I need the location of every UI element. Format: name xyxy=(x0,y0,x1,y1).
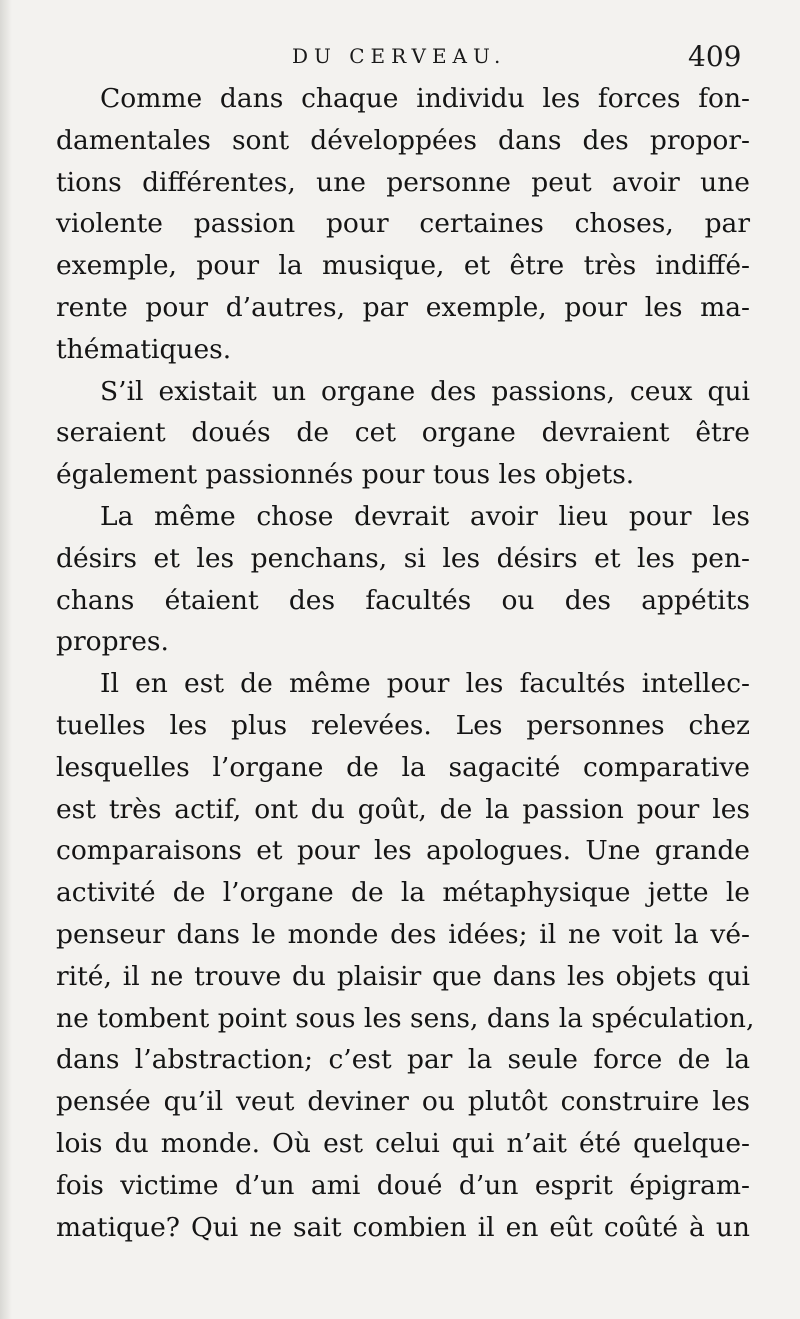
text-line: La même chose devrait avoir lieu pour les xyxy=(100,500,750,532)
text-line: Comme dans chaque individu les forces fon- xyxy=(100,83,750,114)
text-line: seraient doués de cet organe devraient être xyxy=(56,417,750,449)
text-line: désirs et les penchans, si les désirs et les pen- xyxy=(56,542,750,574)
text-line: rité, il ne trouve du plaisir que dans les objets qui xyxy=(56,960,750,992)
text-line: également passionnés pour tous les objets. xyxy=(56,459,635,491)
page-header xyxy=(0,40,800,80)
text-line: Il en est de même pour les facultés intellec- xyxy=(100,668,750,700)
text-line: rente pour d’autres, par exemple, pour les ma- xyxy=(56,291,750,323)
text-line: activité de l’organe de la métaphysique jette le xyxy=(56,877,750,909)
text-line: lesquelles l’organe de la sagacité comparative xyxy=(56,751,750,783)
text-line: lois du monde. Où est celui qui n’ait été quelque- xyxy=(56,1127,750,1159)
text-line: pensée qu’il veut deviner ou plutôt construire les xyxy=(56,1086,750,1118)
body-text xyxy=(56,78,755,1248)
text-line: chans étaient des facultés ou des appétits xyxy=(56,584,750,616)
paragraph xyxy=(56,663,755,1248)
text-line: exemple, pour la musique, et être très indiffé- xyxy=(56,250,750,282)
text-line: dans l’abstraction; c’est par la seule force de la xyxy=(56,1044,750,1076)
paragraph xyxy=(56,78,750,371)
text-line: damentales sont développées dans des propor- xyxy=(56,124,750,156)
page-number: 409 xyxy=(688,40,742,73)
text-line: est très actif, ont du goût, de la passion pour les xyxy=(56,793,750,825)
text-line: tuelles les plus relevées. Les personnes chez xyxy=(56,709,750,741)
text-line: penseur dans le monde des idées; il ne voit la vé- xyxy=(56,918,750,950)
text-line: tions différentes, une personne peut avoir une xyxy=(56,166,750,198)
text-line: matique? Qui ne sait combien il en eût coûté à un xyxy=(56,1211,750,1243)
paragraph xyxy=(56,496,750,663)
page-gutter-shadow xyxy=(0,0,12,1319)
text-line: ne tombent point sous les sens, dans la spéculation, xyxy=(56,1002,755,1034)
text-line: propres. xyxy=(56,626,169,658)
text-line: comparaisons et pour les apologues. Une grande xyxy=(56,835,750,867)
paragraph xyxy=(56,371,750,496)
text-line: thématiques. xyxy=(56,333,232,365)
text-line: violente passion pour certaines choses, par xyxy=(56,208,750,240)
text-line: S’il existait un organe des passions, ceux qui xyxy=(100,375,750,407)
text-line: fois victime d’un ami doué d’un esprit épigram- xyxy=(56,1169,750,1201)
running-head: DU CERVEAU. xyxy=(292,44,507,68)
